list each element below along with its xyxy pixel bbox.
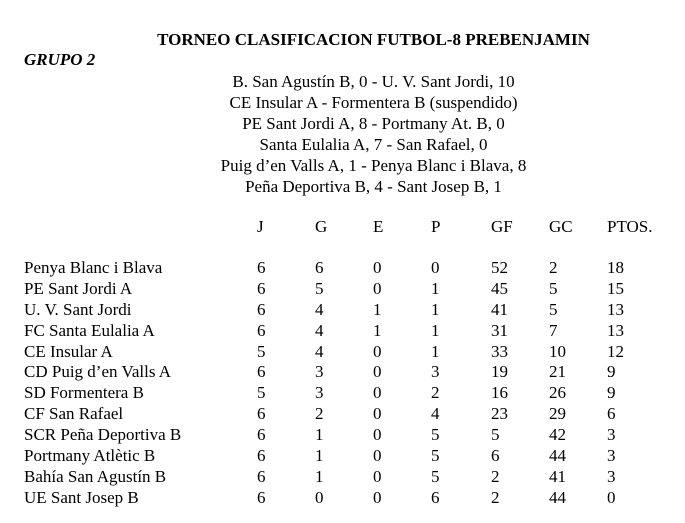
goals-for-cell: 41	[491, 299, 508, 319]
points-cell: 12	[607, 341, 624, 361]
table-row	[0, 488, 685, 509]
team-name-cell: CD Puig d’en Valls A	[24, 362, 172, 382]
goals-for-cell: 6	[491, 446, 500, 466]
drawn-cell: 0	[373, 446, 382, 466]
table-row	[0, 342, 685, 363]
goals-for-cell: 2	[491, 466, 500, 486]
standings-rows	[0, 258, 685, 509]
played-cell: 6	[257, 487, 266, 507]
goals-against-cell: 42	[549, 425, 566, 445]
won-cell: 2	[315, 404, 324, 424]
table-row	[0, 383, 685, 404]
points-cell: 3	[607, 466, 616, 486]
team-name-cell: UE Sant Josep B	[24, 487, 139, 507]
won-cell: 6	[315, 258, 324, 277]
played-cell: 6	[257, 425, 266, 445]
goals-for-cell: 5	[491, 425, 500, 445]
points-cell: 3	[607, 425, 616, 445]
points-cell: 0	[607, 487, 616, 507]
team-name-cell: Portmany Atlètic B	[24, 446, 156, 466]
standings-header	[0, 216, 685, 237]
won-cell: 0	[315, 487, 324, 507]
team-name-cell: CF San Rafael	[24, 404, 124, 424]
match-result: CE Insular A - Formentera B (suspendido)	[229, 93, 518, 112]
goals-for-cell: 52	[491, 258, 508, 277]
won-cell: 1	[315, 446, 324, 466]
goals-against-cell: 41	[549, 466, 566, 486]
won-cell: 1	[315, 466, 324, 486]
drawn-cell: 1	[373, 299, 382, 319]
goals-for-cell: 33	[491, 341, 508, 361]
lost-cell: 1	[431, 341, 440, 361]
goals-for-cell: 23	[491, 404, 508, 424]
played-cell: 6	[257, 446, 266, 466]
match-result: B. San Agustín B, 0 - U. V. Sant Jordi, 10	[232, 72, 515, 91]
team-name-cell: Penya Blanc i Blava	[24, 258, 163, 277]
table-row	[0, 258, 685, 279]
table-row	[0, 300, 685, 321]
drawn-cell: 0	[373, 404, 382, 424]
lost-cell: 1	[431, 320, 440, 340]
points-cell: 15	[607, 278, 624, 298]
points-cell: 6	[607, 404, 616, 424]
won-cell: 1	[315, 425, 324, 445]
goals-against-cell: 29	[549, 404, 566, 424]
points-cell: 13	[607, 320, 624, 340]
lost-cell: 2	[431, 383, 440, 403]
team-name-cell: CE Insular A	[24, 341, 113, 361]
team-name-cell: SD Formentera B	[24, 383, 144, 403]
goals-against-cell: 2	[549, 258, 558, 277]
team-name-cell: Bahía San Agustín B	[24, 466, 167, 486]
lost-cell: 1	[431, 278, 440, 298]
team-name-cell: FC Santa Eulalia A	[24, 320, 155, 340]
played-cell: 6	[257, 362, 266, 382]
played-cell: 6	[257, 278, 266, 298]
played-cell: 6	[257, 320, 266, 340]
goals-for-cell: 19	[491, 362, 508, 382]
lost-cell: 0	[431, 258, 440, 277]
drawn-cell: 0	[373, 383, 382, 403]
goals-against-cell: 44	[549, 446, 566, 466]
header-points: PTOS.	[607, 217, 653, 236]
goals-for-cell: 31	[491, 320, 508, 340]
drawn-cell: 0	[373, 466, 382, 486]
header-goals-for: GF	[491, 217, 513, 236]
points-cell: 9	[607, 362, 616, 382]
match-result: Puig d’en Valls A, 1 - Penya Blanc i Blava, 8	[220, 156, 527, 175]
goals-against-cell: 5	[549, 299, 558, 319]
table-row	[0, 446, 685, 467]
goals-for-cell: 2	[491, 487, 500, 507]
lost-cell: 3	[431, 362, 440, 382]
played-cell: 6	[257, 299, 266, 319]
lost-cell: 1	[431, 299, 440, 319]
played-cell: 6	[257, 466, 266, 486]
goals-against-cell: 5	[549, 278, 558, 298]
played-cell: 6	[257, 258, 266, 277]
header-goals-against: GC	[549, 217, 573, 236]
header-won: G	[315, 217, 328, 236]
drawn-cell: 0	[373, 258, 382, 277]
won-cell: 3	[315, 383, 324, 403]
played-cell: 6	[257, 404, 266, 424]
lost-cell: 5	[431, 425, 440, 445]
won-cell: 5	[315, 278, 324, 298]
points-cell: 18	[607, 258, 624, 277]
won-cell: 4	[315, 299, 324, 319]
points-cell: 13	[607, 299, 624, 319]
points-cell: 3	[607, 446, 616, 466]
document-title: TORNEO CLASIFICACION FUTBOL-8 PREBENJAMIN	[157, 30, 590, 49]
goals-against-cell: 7	[549, 320, 558, 340]
drawn-cell: 0	[373, 341, 382, 361]
lost-cell: 4	[431, 404, 440, 424]
drawn-cell: 0	[373, 278, 382, 298]
team-name-cell: PE Sant Jordi A	[24, 278, 133, 298]
table-row	[0, 321, 685, 342]
table-row	[0, 362, 685, 383]
header-played: J	[257, 217, 264, 236]
points-cell: 9	[607, 383, 616, 403]
won-cell: 4	[315, 341, 324, 361]
match-result: PE Sant Jordi A, 8 - Portmany At. B, 0	[242, 114, 505, 133]
header-lost: P	[431, 217, 441, 236]
team-name-cell: U. V. Sant Jordi	[24, 299, 132, 319]
lost-cell: 5	[431, 446, 440, 466]
table-row	[0, 425, 685, 446]
group-heading: GRUPO 2	[24, 50, 96, 69]
match-result: Peña Deportiva B, 4 - Sant Josep B, 1	[245, 177, 502, 196]
won-cell: 3	[315, 362, 324, 382]
table-row	[0, 404, 685, 425]
header-drawn: E	[373, 217, 384, 236]
drawn-cell: 0	[373, 487, 382, 507]
goals-against-cell: 10	[549, 341, 566, 361]
match-results	[0, 71, 685, 197]
goals-against-cell: 26	[549, 383, 566, 403]
goals-for-cell: 45	[491, 278, 508, 298]
drawn-cell: 1	[373, 320, 382, 340]
table-row	[0, 467, 685, 488]
played-cell: 5	[257, 341, 266, 361]
played-cell: 5	[257, 383, 266, 403]
team-name-cell: SCR Peña Deportiva B	[24, 425, 182, 445]
table-row	[0, 279, 685, 300]
won-cell: 4	[315, 320, 324, 340]
lost-cell: 5	[431, 466, 440, 486]
goals-against-cell: 21	[549, 362, 566, 382]
drawn-cell: 0	[373, 362, 382, 382]
standings-table	[0, 216, 685, 509]
match-result: Santa Eulalia A, 7 - San Rafael, 0	[259, 135, 488, 154]
goals-for-cell: 16	[491, 383, 508, 403]
drawn-cell: 0	[373, 425, 382, 445]
lost-cell: 6	[431, 487, 440, 507]
goals-against-cell: 44	[549, 487, 566, 507]
